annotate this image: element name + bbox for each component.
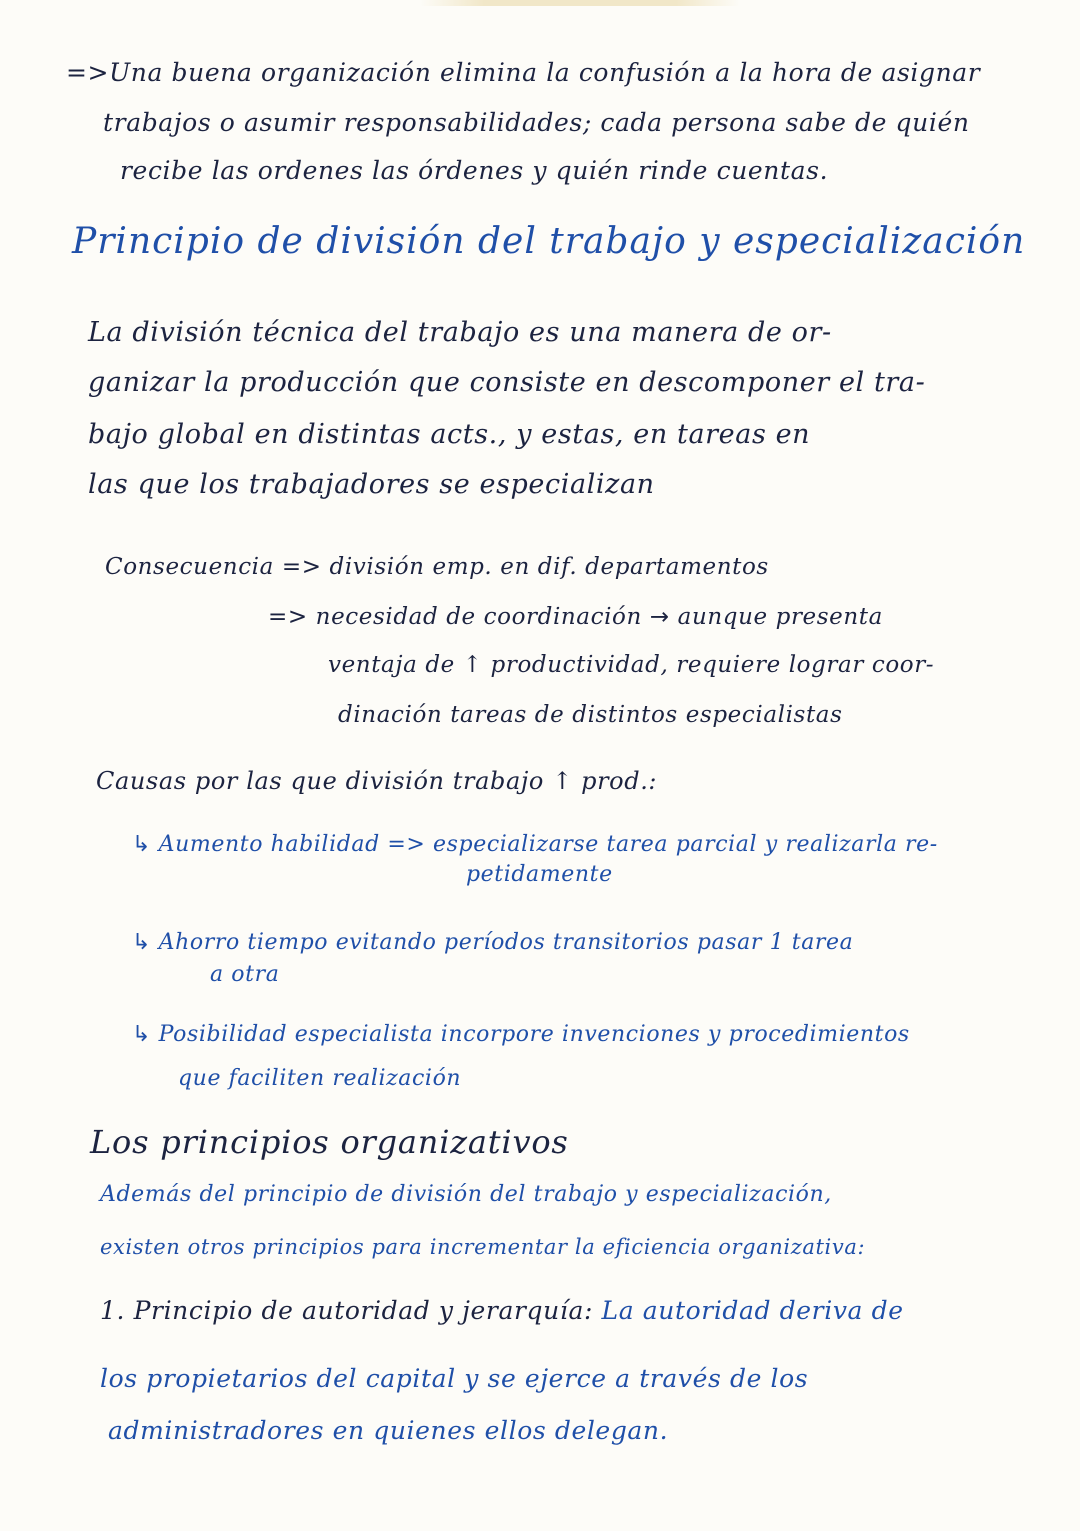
implies-arrow-icon: => bbox=[268, 604, 316, 630]
intro-line-3: recibe las ordenes las órdenes y quién rinde cuentas. bbox=[120, 156, 829, 185]
consequence-1: división emp. en dif. departamentos bbox=[329, 554, 769, 580]
section2-item-1-line-1 bbox=[100, 1296, 904, 1326]
item-1-rest: La autoridad deriva de bbox=[601, 1296, 904, 1325]
cause-2-line-2: a otra bbox=[210, 962, 280, 987]
section1-paragraph-line-3: bajo global en distintas acts., y estas, en tareas en bbox=[88, 419, 811, 450]
section2-item-1-line-2: los propietarios del capital y se ejerce a través de los bbox=[100, 1364, 809, 1393]
sub-arrow-icon: ↳ bbox=[132, 930, 159, 955]
section2-title: Los principios organizativos bbox=[90, 1123, 569, 1161]
implies-arrow-icon: => bbox=[281, 554, 330, 580]
section1-title: Principio de división del trabajo y especialización bbox=[72, 221, 1026, 262]
cause-1-text: Aumento habilidad => especializarse tarea parcial y realizarla re- bbox=[158, 832, 938, 857]
consequence-3: ventaja de ↑ productividad, requiere lograr coor- bbox=[328, 652, 935, 678]
sub-arrow-icon: ↳ bbox=[132, 1022, 159, 1047]
causes-title: Causas por las que división trabajo ↑ prod.: bbox=[96, 767, 658, 795]
cause-3-line-2: que faciliten realización bbox=[178, 1066, 462, 1091]
cause-1-line-1 bbox=[132, 830, 938, 860]
section2-intro-line-1: Además del principio de división del trabajo y especialización, bbox=[100, 1182, 832, 1207]
cause-2-text: Ahorro tiempo evitando períodos transitorios pasar 1 tarea bbox=[158, 930, 854, 955]
right-arrow-icon: → bbox=[649, 604, 678, 630]
intro-line-1: =>Una buena organización elimina la confusión a la hora de asignar bbox=[66, 58, 981, 87]
cause-1-line-2: petidamente bbox=[466, 862, 613, 887]
consequence-2: necesidad de coordinación bbox=[315, 604, 642, 630]
consequence-4: dinación tareas de distintos especialistas bbox=[338, 702, 843, 728]
consequence-2-line bbox=[268, 602, 883, 632]
consequence-label bbox=[105, 552, 769, 582]
consequence-label-text: Consecuencia bbox=[105, 554, 274, 580]
top-edge-decoration bbox=[420, 0, 740, 6]
intro-line-2: trabajos o asumir responsabilidades; cada persona sabe de quién bbox=[103, 108, 970, 137]
section2-item-1-line-3: administradores en quienes ellos delegan. bbox=[108, 1416, 669, 1445]
item-1-label: 1. Principio de autoridad y jerarquía: bbox=[100, 1296, 593, 1325]
consequence-2b: aunque presenta bbox=[677, 604, 883, 630]
cause-3-text: Posibilidad especialista incorpore invenciones y procedimientos bbox=[158, 1022, 910, 1047]
section1-paragraph-line-1: La división técnica del trabajo es una manera de or- bbox=[88, 317, 832, 348]
sub-arrow-icon: ↳ bbox=[132, 832, 159, 857]
section1-paragraph-line-4: las que los trabajadores se especializan bbox=[88, 469, 655, 500]
cause-2-line-1 bbox=[132, 928, 853, 958]
section2-intro-line-2: existen otros principios para incrementar la eficiencia organizativa: bbox=[100, 1235, 866, 1259]
cause-3-line-1 bbox=[132, 1020, 910, 1050]
section1-paragraph-line-2: ganizar la producción que consiste en descomponer el tra- bbox=[88, 367, 926, 398]
